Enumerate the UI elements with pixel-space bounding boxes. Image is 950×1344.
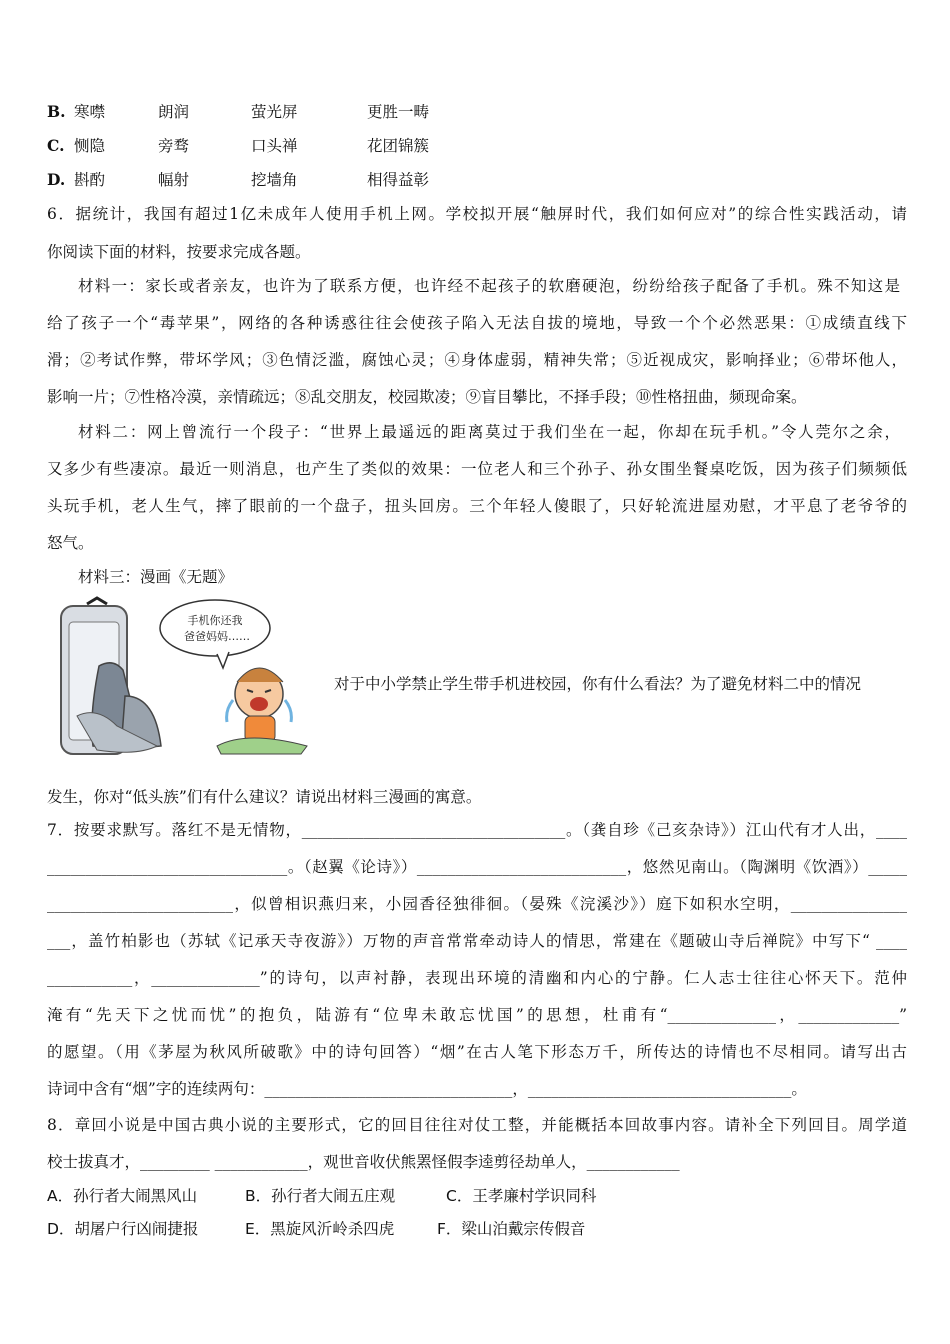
q6-intro-line2: 你阅读下面的材料，按要求完成各题。 xyxy=(47,243,311,261)
q7-line8: 诗词中含有“烟”字的连续两句：________________________________，__________________________________。 xyxy=(47,1080,807,1098)
material-2-line4: 怒气。 xyxy=(47,534,94,552)
q8-line2: 校士拔真才，_________ ____________，观世音收伏熊罴怪假李逵剪径劫单人，____________ xyxy=(47,1153,680,1171)
q7-line2: _______________________________。（赵翼《论诗》）___________________________，悠然见南山。（陶渊明《饮酒》）_____ xyxy=(47,858,907,876)
q7-line7: 的愿望。（用《茅屋为秋风所破歌》中的诗句回答）“烟”在古人笔下形态万千，所传达的诗情也不尽相同。请写出古 xyxy=(47,1043,907,1061)
cartoon-untitled-image xyxy=(47,596,329,760)
material-1-line2: 给了孩子一个“毒苹果”，网络的各种诱惑往往会使孩子陷入无法自拔的境地，导致一个个必然恶果：①成绩直线下 xyxy=(47,314,907,332)
speech-bubble xyxy=(160,600,270,656)
q6-question-line1: 对于中小学禁止学生带手机进校园，你有什么看法？为了避免材料二中的情况 xyxy=(334,675,862,693)
q7-line4: ___，盖竹柏影也（苏轼《记承天寺夜游》）万物的声音常常牵动诗人的情思，常建在《题破山寺后禅院》中写下“ ____ xyxy=(47,932,907,950)
material-1-line4: 影响一片；⑦性格冷漠，亲情疏远；⑧乱交朋友，校园欺凌；⑨盲目攀比，不择手段；⑩性格扭曲，频现命案。 xyxy=(47,388,807,406)
speech-bubble-tail xyxy=(217,652,229,668)
q7-line6: 淹有“先天下之忧而忧”的抱负，陆游有“位卑未敢忘忧国”的思想，杜甫有“______________，_____________” xyxy=(47,1006,907,1024)
q8-line1: 8．章回小说是中国古典小说的主要形式，它的回目往往对仗工整，并能概括本回故事内容。请补全下列回目。周学道 xyxy=(47,1116,907,1134)
q7-line3: ________________________，似曾相识燕归来，小园香径独徘徊。（晏殊《浣溪沙》）庭下如积水空明，_______________ xyxy=(47,895,907,913)
bubble-text-1: 手机你还我 xyxy=(187,614,243,627)
material-3-title: 材料三：漫画《无题》 xyxy=(78,568,234,586)
choice-b: B．孙行者大闹五庄观 xyxy=(245,1187,396,1205)
choice-f: F．梁山泊戴宗传假音 xyxy=(437,1220,586,1238)
q7-line5: ___________，______________”的诗句，以声衬静，表现出环境的清幽和内心的宁静。仁人志士往往心怀天下。范仲 xyxy=(47,969,907,987)
child-legs xyxy=(217,738,307,754)
choice-c: C．王孝廉村学识同科 xyxy=(446,1187,597,1205)
material-2-line1: 材料二：网上曾流行一个段子：“世界上最遥远的距离莫过于我们坐在一起，你却在玩手机。”令人莞尔之余， xyxy=(78,423,900,441)
child-mouth xyxy=(250,697,268,711)
phone-bow xyxy=(87,598,107,604)
material-1-line3: 滑；②考试作弊，带坏学风；③色情泛滥，腐蚀心灵；④身体虚弱，精神失常；⑤近视成灾，影响择业；⑥带坏他人， xyxy=(47,351,907,369)
q6-question-line2: 发生，你对“低头族”们有什么建议？请说出材料三漫画的寓意。 xyxy=(47,788,482,806)
material-1-line1: 材料一：家长或者亲友，也许为了联系方便，也许经不起孩子的软磨硬泡，纷纷给孩子配备了手机。殊不知这是 xyxy=(78,277,900,295)
bubble-text-2: 爸爸妈妈…… xyxy=(184,630,250,643)
choice-d: D．胡屠户行凶闹捷报 xyxy=(47,1220,199,1238)
choice-a: A．孙行者大闹黑风山 xyxy=(47,1187,198,1205)
material-2-line3: 头玩手机，老人生气，摔了眼前的一个盘子，扭头回房。三个年轻人傻眼了，只好轮流进屋劝慰，才平息了老爷爷的 xyxy=(47,497,907,515)
q6-intro-line1: 6．据统计，我国有超过1亿未成年人使用手机上网。学校拟开展“触屏时代，我们如何应对”的综合性实践活动，请 xyxy=(47,205,907,223)
child-hair xyxy=(237,668,283,682)
material-2-line2: 又多少有些凄凉。最近一则消息，也产生了类似的效果：一位老人和三个孙子、孙女围坐餐桌吃饭，因为孩子们频频低 xyxy=(47,460,907,478)
choice-e: E．黑旋风沂岭杀四虎 xyxy=(245,1220,395,1238)
q7-line1: 7．按要求默写。落红不是无情物，__________________________________。（龚自珍《己亥杂诗》）江山代有才人出，____ xyxy=(47,821,907,839)
exam-page: B. 寒噤 朗润 萤光屏 更胜一畴 C. 恻隐 旁骛 口头禅 花团锦簇 D. 斟酌 幅射 挖墙角 相得益彰 6．据统计，我国有超过1亿未成年人使用手机上网。学校拟开展“触屏时代，我们如何应对”的综合性实践活动，请 你阅读下面的材料，按要求完成各题。 材料一：家长或者亲友，也许为了联系方便，也许经不起孩子的软磨硬泡，纷纷给孩子配备了手机。殊不知这是 给了孩子一个“毒苹果”，网络的各种诱惑往往会使孩子陷入无法自拔的境地，导致一个个必然恶果：①成绩直线下 滑；②考试作弊，带坏学风；③色情泛滥，腐蚀心灵；④身体虚弱，精神失常；⑤近视成灾，影响择业；⑥带坏他人， 影响一片；⑦性格冷漠，亲情疏远；⑧乱交朋友，校园欺凌；⑨盲目攀比，不择手段；⑩性格扭曲，频现命案。 材料二：网上曾流行一个段子：“世界上最遥远的距离莫过于我们坐在一起，你却在玩手机。”令人莞尔之余， 又多少有些凄凉。最近一则消息，也产生了类似的效果：一位老人和三个孙子、孙女围坐餐桌吃饭，因为孩子们频频低 头玩手机，老人生气，摔了眼前的一个盘子，扭头回房。三个年轻人傻眼了，只好轮流进屋劝慰，才平息了老爷爷的 怒气。 材料三：漫画《无题》 手机你还我 爸爸妈妈…… 对于中小学禁止学生带手机进校园，你有什么看法？为了避免材料二中的情况 发生，你对“低头族”们有什么建议？请说出材料三漫画的寓意。 7．按要求默写。落红不是无情物，__________________________________。（龚自珍《己亥杂诗》）江山代有才人出，____ _______________________________。（赵翼《论诗》）___________________________，悠然见南山。（陶渊明《饮酒》）_____ ________________________，似曾相识燕归来，小园香径独徘徊。（晏殊《浣溪沙》）庭下如积水空明，_______________ ___，盖竹柏影也（苏轼《记承天寺夜游》）万物的声音常常牵动诗人的情思，常建在《题破山寺后禅院》中写下“ ____ ___________，______________”的诗句，以声衬静，表现出环境的清幽和内心的宁静。仁人志士往往心怀天下。范仲 淹有“先天下之忧而忧”的抱负，陆游有“位卑未敢忘忧国”的思想，杜甫有“______________，_____________” 的愿望。（用《茅屋为秋风所破歌》中的诗句回答）“烟”在古人笔下形态万千，所传达的诗情也不尽相同。请写出古 诗词中含有“烟”字的连续两句：________________________________，__________________________________。 8．章回小说是中国古典小说的主要形式，它的回目往往对仗工整，并能概括本回故事内容。请补全下列回目。周学道 校士拔真才，_________ ____________，观世音收伏熊罴怪假李逵剪径劫单人，____________ A．孙行者大闹黑风山 B．孙行者大闹五庄观 C．王孝廉村学识同科 D．胡屠户行凶闹捷报 E．黑旋风沂岭杀四虎 F．梁山泊戴宗传假音 xyxy=(0,0,950,1344)
